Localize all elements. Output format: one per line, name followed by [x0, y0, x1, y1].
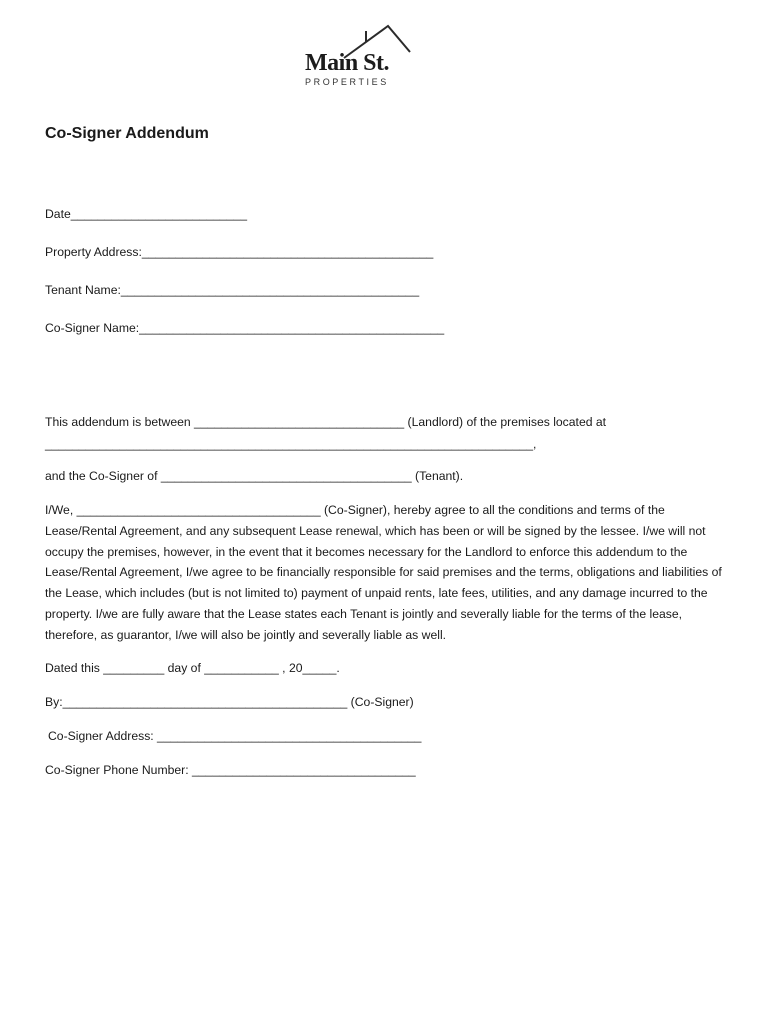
agreement-paragraph: I/We, ____________________________________ (Co-Signer), hereby agree to all the conditions and terms of the Lease/Rental Agreement, and any subsequent Lease renewal, which has been or will be signed by the lessee. I/we will not occupy the premises, however, in the event that it becomes necessary for the Landlord to enforce this addendum to the Lease/Rental Agreement, I/we agree to be financially responsible for said premises and the terms, obligations and liabilities of the Lease, which includes (but is not limited to) payment of unpaid rents, late fees, utilities, and any damage incurred to the property. I/we are fully aware that the Lease states each Tenant is jointly and severally liable for the terms of the lease, therefore, as guarantor, I/we will also be jointly and severally liable as well.: [45, 503, 722, 642]
dated-line[interactable]: Dated this _________ day of ___________ , 20_____.: [45, 661, 340, 675]
tenant-name-field[interactable]: Tenant Name:____________________________________________: [45, 283, 420, 297]
logo-subtitle: PROPERTIES: [305, 77, 389, 87]
date-field[interactable]: Date__________________________: [45, 207, 247, 221]
cosigner-signature-line[interactable]: By:__________________________________________ (Co-Signer): [45, 695, 414, 709]
tenant-clause-line[interactable]: and the Co-Signer of _____________________________________ (Tenant).: [45, 469, 464, 483]
premises-location-line[interactable]: ________________________________________________________________________,: [45, 437, 537, 451]
company-logo: [300, 22, 415, 88]
cosigner-address-field[interactable]: Co-Signer Address: _______________________________________: [48, 729, 422, 743]
property-address-field[interactable]: Property Address:___________________________________________: [45, 245, 434, 259]
cosigner-phone-field[interactable]: Co-Signer Phone Number: _________________________________: [45, 763, 416, 777]
cosigner-name-field[interactable]: Co-Signer Name:_____________________________________________: [45, 321, 445, 335]
landlord-clause-line[interactable]: This addendum is between _______________________________ (Landlord) of the premises located at: [45, 415, 607, 429]
page-title: Co-Signer Addendum: [45, 125, 209, 142]
logo-wordmark: Main St.: [305, 50, 390, 76]
